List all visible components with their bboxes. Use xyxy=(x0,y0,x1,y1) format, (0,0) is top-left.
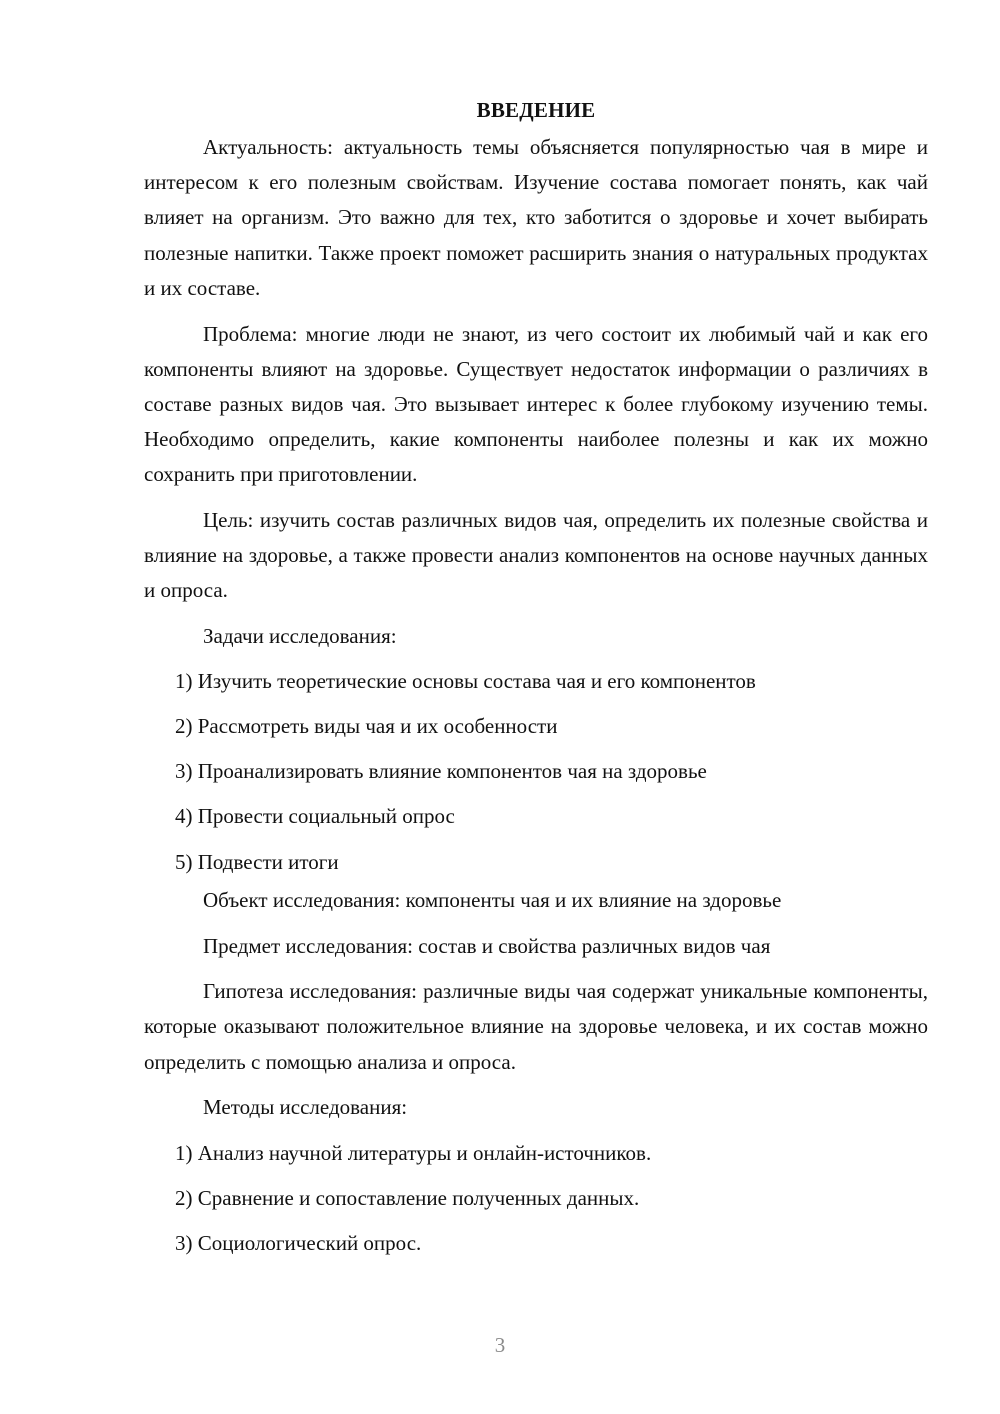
task-item: 5) Подвести итоги xyxy=(175,849,339,874)
method-item: 2) Сравнение и сопоставление полученных данных. xyxy=(175,1185,640,1210)
goal-paragraph: Цель: изучить состав различных видов чая, определить их полезные свойства и влияние на здоровье, а также провести анализ компонентов на основе научных данных и опроса. xyxy=(144,508,928,603)
method-item: 1) Анализ научной литературы и онлайн-источников. xyxy=(175,1140,652,1165)
methods-list xyxy=(144,1136,928,1262)
task-item: 4) Провести социальный опрос xyxy=(175,804,455,829)
methods-heading: Методы исследования: xyxy=(203,1095,408,1120)
task-item: 3) Проанализировать влияние компонентов чая на здоровье xyxy=(175,759,707,784)
object-paragraph: Объект исследования: компоненты чая и их влияние на здоровье xyxy=(203,887,782,912)
task-item: 2) Рассмотреть виды чая и их особенности xyxy=(175,714,558,739)
document-page xyxy=(144,92,928,1261)
tasks-heading: Задачи исследования: xyxy=(203,623,397,648)
problem-paragraph: Проблема: многие люди не знают, из чего состоит их любимый чай и как его компоненты влияют на здоровье. Существует недостаток информации о различиях в составе разных видов чая. Это вызывает интерес к более глубокому изучению темы. Необходимо определить, какие компоненты наиболее полезны и как их можно сохранить при приготовлении. xyxy=(144,321,928,487)
hypothesis-paragraph: Гипотеза исследования: различные виды чая содержат уникальные компоненты, которые оказывают положительное влияние на здоровье человека, и их состав можно определить с помощью анализа и опроса. xyxy=(144,979,928,1074)
relevance-paragraph: Актуальность: актуальность темы объясняется популярностью чая в мире и интересом к его полезным свойствам. Изучение состава помогает понять, как чай влияет на организм. Это важно для тех, кто заботится о здоровье и хочет выбирать полезные напитки. Также проект поможет расширить знания о натуральных продуктах и их составе. xyxy=(144,135,928,300)
tasks-list xyxy=(144,664,928,880)
method-item: 3) Социологический опрос. xyxy=(175,1230,422,1255)
section-title: ВВЕДЕНИЕ xyxy=(476,98,596,122)
subject-paragraph: Предмет исследования: состав и свойства различных видов чая xyxy=(203,933,771,958)
task-item: 1) Изучить теоретические основы состава чая и его компонентов xyxy=(175,668,756,693)
page-number: 3 xyxy=(494,1333,506,1357)
